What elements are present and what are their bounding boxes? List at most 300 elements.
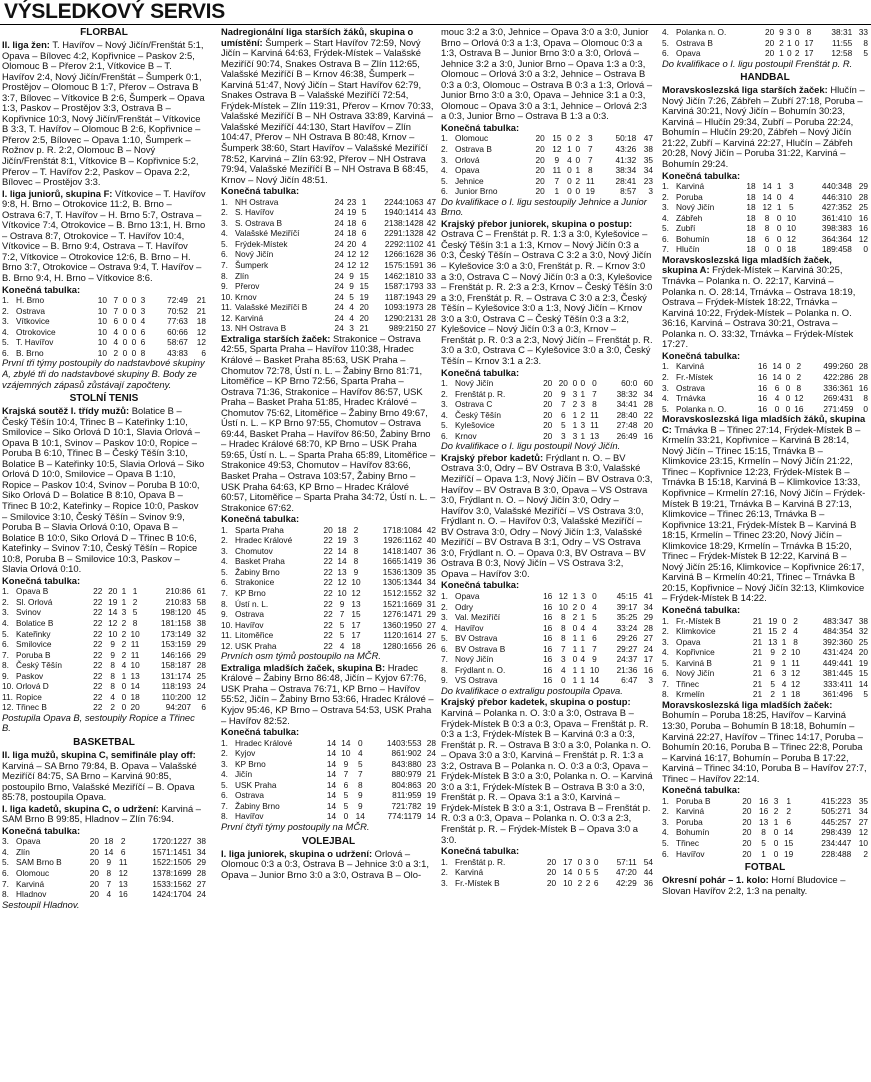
stat-cell: 6 (120, 846, 126, 857)
team-cell: Ropice (16, 691, 42, 702)
stat-cell: 22 (93, 670, 103, 681)
table-row (221, 281, 436, 292)
stat-cell: 1 (575, 165, 581, 176)
team-cell: Karviná (676, 361, 705, 372)
table-row (662, 838, 868, 849)
stat-cell: 2 (796, 361, 802, 372)
stat-cell: 12. (2, 702, 14, 713)
table-row (662, 658, 868, 669)
stat-cell: 9 (339, 598, 345, 609)
stat-cell: 22 (323, 535, 333, 546)
competition-name: I. liga kadetů, skupina C, o udržení: (2, 802, 159, 814)
stat-cell: 16 (757, 361, 768, 372)
stat-cell: 14 (337, 556, 347, 567)
standings-table (221, 525, 436, 652)
stat-cell: 4 (592, 601, 597, 612)
stat-cell: 18 (346, 228, 357, 239)
team-cell: Český Těšín (16, 660, 62, 671)
stat-cell: 0 (774, 403, 780, 414)
stat-cell: 7 (106, 878, 112, 889)
stat-cell: 22 (93, 628, 103, 639)
table-row (441, 857, 653, 868)
stat-cell: 14 (341, 737, 351, 748)
stat-cell: 18 (746, 202, 756, 213)
team-cell: Ústí n. L. (235, 598, 269, 609)
team-cell: Třinec B (16, 702, 47, 713)
table-row (662, 817, 868, 828)
stat-cell: 1522:1505 (152, 857, 192, 868)
table-row (2, 857, 206, 868)
stat-cell: 1. (662, 181, 669, 192)
stat-cell: 24 (334, 281, 344, 292)
stat-cell: 0 (785, 393, 791, 404)
stat-cell: 18 (746, 212, 756, 223)
stat-cell: 6 (764, 233, 770, 244)
stat-cell: 38:34 (615, 165, 637, 176)
stat-cell: 0 (776, 212, 782, 223)
team-cell: Chomutov (235, 545, 273, 556)
stat-cell: 20 (546, 867, 557, 878)
team-cell: H. Brno (16, 295, 45, 306)
stat-cell: 0 (773, 827, 779, 838)
table-title: Konečná tabulka: (221, 513, 300, 525)
stat-cell: 1 (572, 590, 578, 601)
stat-cell: 60:66 (167, 326, 188, 337)
stat-cell: 22 (93, 681, 103, 692)
stat-cell: 1. (441, 378, 448, 389)
results-paragraph (221, 27, 436, 185)
table-row (221, 239, 436, 250)
stat-cell: 21 (752, 626, 763, 637)
stat-cell: 16 (758, 806, 769, 817)
stat-cell: 10 (97, 316, 107, 327)
table-row (662, 806, 868, 817)
stat-cell: 1424:1704 (152, 889, 192, 900)
stat-cell: 9. (441, 675, 448, 686)
stat-cell: 4. (441, 409, 448, 420)
stat-cell: 880:979 (391, 769, 422, 780)
team-cell: Karviná B (676, 657, 712, 668)
table-title: Konečná tabulka: (2, 283, 81, 295)
stat-cell: 1536:1309 (382, 566, 423, 577)
stat-cell: 1 (773, 816, 779, 827)
title-divider (0, 24, 871, 25)
stat-cell: 57:11 (616, 856, 637, 867)
stat-cell: 12 (346, 249, 357, 260)
stat-cell: 24 (334, 302, 344, 313)
team-cell: USK Praha (235, 779, 277, 790)
stat-cell: 16 (543, 643, 553, 654)
stat-cell: 2. (662, 371, 669, 382)
stat-cell: 8. (441, 664, 448, 675)
stat-cell: 1 (776, 202, 782, 213)
stat-cell: 0 (572, 622, 578, 633)
table-row (221, 556, 436, 567)
stat-cell: 20 (643, 420, 653, 431)
stat-cell: 18 (746, 244, 756, 255)
team-cell: Ostrava C (455, 399, 493, 410)
stat-cell: 445:257 (821, 816, 852, 827)
table-row (2, 618, 206, 629)
stat-cell: 45:15 (616, 590, 638, 601)
table-row (662, 192, 868, 203)
stat-cell: 12 (359, 249, 369, 260)
team-cell: Hladnov (16, 889, 47, 900)
table-row (662, 213, 868, 224)
table-row (441, 665, 653, 676)
stat-cell: 4 (140, 316, 146, 327)
stat-cell: 1120:1614 (383, 630, 423, 641)
stat-cell: 20 (535, 144, 545, 155)
stat-cell: 16 (543, 612, 553, 623)
stat-cell: 10 (786, 212, 796, 223)
stat-cell: 1512:1552 (382, 587, 423, 598)
team-cell: Karviná (16, 878, 45, 889)
stat-cell: 5. (662, 403, 669, 414)
team-cell: Nový Jičín (455, 378, 494, 389)
stat-cell: 1 (580, 430, 586, 441)
table-row (2, 650, 206, 661)
stat-cell: 36 (426, 249, 436, 260)
team-cell: Jehnice (455, 175, 484, 186)
stat-cell: 0 (572, 378, 578, 389)
results-text: Karviná – SA Brno 79:84, B. Opava – Valašské Meziříčí 84:75, SA Brno – Karviná 90:85, postoupilo Brno, Valašské Meziříčí – B. Opava 85:78, postoupila Opava. (2, 759, 197, 803)
stat-cell: 2244:1063 (384, 196, 424, 207)
stat-cell: 422:286 (823, 371, 854, 382)
stat-cell: 1940:1414 (384, 207, 424, 218)
stat-cell: 20 (764, 37, 775, 48)
stat-cell: 20 (323, 524, 333, 535)
table-row (2, 639, 206, 650)
table-row (2, 847, 206, 858)
stat-cell: 32 (196, 628, 206, 639)
team-cell: Žabiny Brno (235, 800, 280, 811)
stat-cell: 29 (426, 609, 436, 620)
stat-cell: 11. (2, 691, 13, 702)
team-cell: Zábřeh (676, 212, 703, 223)
table-row (441, 144, 653, 155)
stat-cell: 8. (221, 598, 228, 609)
stat-cell: 20 (535, 175, 545, 186)
team-cell: Karviná (676, 181, 705, 192)
stat-cell: 27 (643, 633, 653, 644)
stat-cell: 18 (786, 244, 796, 255)
stat-cell: 8 (560, 622, 566, 633)
stat-cell: 0 (121, 681, 127, 692)
stat-cell: 20 (742, 848, 752, 859)
stat-cell: 333:411 (823, 678, 853, 689)
stat-cell: 15 (784, 838, 794, 849)
stat-cell: 2. (441, 867, 448, 878)
stat-cell: 26:49 (616, 430, 638, 441)
stat-cell: 9 (554, 154, 560, 165)
stat-cell: 20 (426, 779, 436, 790)
stat-cell: 6 (593, 877, 599, 888)
stat-cell: 4. (662, 647, 669, 658)
stat-cell: 0 (122, 305, 128, 316)
table-row (221, 801, 436, 812)
stat-cell: 9 (353, 566, 359, 577)
stat-cell: 34 (426, 577, 436, 588)
stat-cell: 9 (560, 388, 566, 399)
stat-cell: 1571:1451 (152, 846, 192, 857)
stat-cell: 32 (858, 626, 868, 637)
stat-cell: 4. (662, 393, 669, 404)
stat-cell: 18 (351, 640, 361, 651)
stat-cell: 0 (773, 848, 779, 859)
competition-name: Okresní pohár – 1. kolo: (662, 874, 769, 886)
table-row (2, 879, 206, 890)
team-cell: Valašské Meziříčí B (235, 302, 308, 313)
stat-cell: 361:410 (821, 212, 852, 223)
stat-cell: 14 (355, 811, 365, 822)
stat-cell: 25 (858, 202, 868, 213)
stat-cell: 18 (104, 836, 114, 847)
stat-cell: 10. (221, 619, 233, 630)
table-row (221, 535, 436, 546)
team-cell: Karviná (455, 867, 484, 878)
stat-cell: 0 (121, 691, 127, 702)
stat-cell: 2 (781, 647, 787, 658)
team-cell: Klimkovice (676, 626, 716, 637)
stat-cell: 21 (196, 305, 206, 316)
team-cell: Poruba (676, 816, 703, 827)
stat-cell: 39:17 (616, 601, 638, 612)
stat-cell: 20 (543, 430, 553, 441)
stat-cell: 14 (130, 681, 140, 692)
stat-cell: 1720:1227 (152, 836, 192, 847)
stat-cell: 4. (441, 622, 448, 633)
stat-cell: 19 (337, 535, 347, 546)
stat-cell: 34 (643, 165, 653, 176)
stat-cell: 16 (543, 590, 553, 601)
stat-cell: 20 (742, 795, 752, 806)
competition-name: Nadregionální liga starších žáků, skupina o umístění: (221, 27, 414, 48)
table-row (221, 197, 436, 208)
stat-cell: 8 (587, 165, 593, 176)
stat-cell: 19 (346, 207, 357, 218)
team-cell: Vítkovice (16, 316, 50, 327)
note-text: První tři týmy postoupily do nadstavbové skupiny A, zbylé tři do nadstavbové skupiny B. Body ze vzájemných zápasů zůstávají započteny. (2, 357, 205, 390)
stat-cell: 60 (643, 378, 653, 389)
stat-cell: 29:26 (616, 633, 638, 644)
stat-cell: 6 (140, 337, 146, 348)
table-row (2, 316, 206, 327)
stat-cell: 21 (752, 678, 763, 689)
standings-table (2, 836, 206, 899)
stat-cell: 22 (93, 607, 103, 618)
standings-table (441, 857, 653, 889)
stat-cell: 3 (121, 607, 127, 618)
stat-cell: 499:260 (823, 361, 854, 372)
table-row (662, 626, 868, 637)
stat-cell: 22 (93, 691, 103, 702)
team-cell: Havířov (455, 622, 484, 633)
stat-cell: 0 (785, 371, 791, 382)
team-cell: Olomouc (16, 868, 50, 879)
team-cell: Polanka n. O. (676, 403, 727, 414)
stat-cell: 24 (426, 748, 436, 759)
stat-cell: 7 (560, 643, 566, 654)
stat-cell: 36 (426, 545, 436, 556)
stat-cell: 361:496 (822, 689, 853, 700)
results-text: Bolatice B – Český Těšín 10:4, Třinec B – Kateřinky 1:10, Smilovice – Siko Orlová D 10:1, Slavia Orlová – Opava B 10:1, Svinov – Paskov 10:0, Ropice – Poruba B 6:10, Třinec B – Český Těšín 3:10, Bolatice B – Kateřinky 10:5, Slavia Orlová – Siko Orlová D 10:0, Smilovice – Opava B 1:10, Ropice – Paskov 10:4, Svinov – Poruba B 10:0, Siko Orlová D – Bolatice B 8:10, Opava B – Třinec B 10:2, Kateřinky – Ropice 10:0, Paskov – Smilovice 3:10, Český Těšín – Svinov 9:9, Poruba B – Slavia Orlová 0:10, Opava B – Bolatice B 10:0, Siko Orlová D – Třinec B 10:6, Kateřinky – Svinov 7:10, Český Těšín – Ropice 10:8, Poruba B – Smilovice 10:3, Paskov – Slavia Orlová 0:10. (2, 405, 205, 575)
stat-cell: 8 (132, 617, 138, 628)
stat-cell: 14 (426, 811, 436, 822)
stat-cell: 43 (426, 207, 436, 218)
team-cell: SAM Brno B (16, 857, 62, 868)
stat-cell: 2 (120, 836, 126, 847)
stat-cell: 0 (575, 186, 581, 197)
stat-cell: 20 (543, 399, 553, 410)
stat-cell: 22 (323, 619, 333, 630)
stat-cell: 4 (349, 312, 354, 323)
stat-cell: 505:271 (821, 806, 852, 817)
competition-name: Extraliga starších žaček: (221, 332, 331, 344)
stat-cell: 3 (572, 388, 578, 399)
note-text: Do kvalifikace o I. ligu sestoupily Jehnice a Junior Brno. (441, 195, 647, 218)
stat-cell: 12 (790, 668, 801, 679)
stat-cell: 42:29 (615, 877, 637, 888)
stat-cell: 17 (643, 654, 653, 665)
table-row (662, 796, 868, 807)
team-cell: Hradec Králové (235, 535, 293, 546)
table-row (221, 609, 436, 620)
stat-cell: 14 (784, 827, 794, 838)
stat-cell: 4. (221, 769, 228, 780)
table-row (662, 234, 868, 245)
stat-cell: 1. (441, 856, 448, 867)
table-row (2, 681, 206, 692)
stat-cell: 33 (426, 281, 436, 292)
team-cell: Zlín (16, 846, 30, 857)
team-cell: Frýdlant n. O. (455, 664, 506, 675)
stat-cell: 1. (662, 615, 669, 626)
stat-cell: 1. (2, 295, 9, 306)
stat-cell: 1. (662, 795, 669, 806)
stat-cell: 17 (804, 37, 814, 48)
results-text: Šumperk – Start Havířov 72:59, Nový Jičín – Karviná 64:63, Frýdek-Místek – Valašské Meziříčí 90:74, Snakes Ostrava B – Zlín 112:65, Valašské Meziříčí B – Krnov 46:38, Šumperk – Karviná 51:47, Nový Jičín – Start Havířov 62:79, Snakes Ostrava B – Valašské Meziříčí 72:54, Frýdek-Místek – Zlín 119:31, Přerov – Krnov 70:33, Valašské Meziříčí B – NH Ostrava 33:89, Karviná – Valašské Meziříčí 44:130, Start Havířov – Zlín 104:47, Přerov – NH Ostrava B 80:48, Krnov – Šumperk 38:60, Start Havířov – Valašské Meziříčí 78:52, Karviná – Zlín 63:92, Přerov – NH Ostrava 79:94, Valašské Meziříčí B – NH Ostrava B 68:45, Krnov – Nový Jičín 48:51. (221, 36, 434, 185)
stat-cell: 22 (323, 630, 333, 641)
stat-cell: 1266:1628 (384, 249, 424, 260)
stat-cell: 24 (643, 643, 653, 654)
stat-cell: 2 (575, 175, 581, 186)
team-cell: BV Ostrava (455, 633, 498, 644)
stat-cell: 20 (742, 806, 752, 817)
stat-cell: 13 (758, 816, 769, 827)
competition-name: Krajský přebor juniorek, skupina o postup: (441, 217, 633, 229)
stat-cell: 14 (772, 371, 782, 382)
table-row (2, 597, 206, 608)
stat-cell: 19 (784, 848, 794, 859)
stat-cell: 14 (104, 846, 114, 857)
stat-cell: 20 (89, 846, 100, 857)
stat-cell: 118:193 (161, 681, 192, 692)
stat-cell: 9. (221, 609, 228, 620)
stat-cell: 20 (742, 838, 752, 849)
standings-table (441, 591, 653, 686)
stat-cell: 28 (196, 660, 206, 671)
stat-cell: 4 (339, 640, 345, 651)
stat-cell: 1. (2, 586, 9, 597)
stat-cell: 16 (794, 403, 804, 414)
stat-cell: 14 (858, 678, 868, 689)
stat-cell: 2 (121, 617, 127, 628)
stat-cell: 15 (359, 270, 369, 281)
team-cell: NH Ostrava B (235, 323, 287, 334)
stat-cell: 10 (589, 664, 600, 675)
table-row (441, 602, 653, 613)
team-cell: S. Havířov (235, 207, 274, 218)
standings-table (2, 586, 206, 713)
stat-cell: 0 (773, 838, 779, 849)
stat-cell: 4. (2, 326, 9, 337)
stat-cell: 22 (93, 639, 103, 650)
team-cell: Český Těšín (455, 409, 501, 420)
stat-cell: 1. (221, 196, 228, 207)
stat-cell: 13 (589, 430, 600, 441)
stat-cell: 2 (585, 877, 591, 888)
stat-cell: 10 (858, 838, 868, 849)
table-row (2, 660, 206, 671)
stat-cell: 804:863 (391, 779, 422, 790)
stat-cell: 6 (592, 633, 597, 644)
stat-cell: 8 (106, 868, 112, 879)
stat-cell: 9 (770, 647, 775, 658)
stat-cell: 8. (2, 660, 9, 671)
stat-cell: 43:83 (167, 347, 188, 358)
stat-cell: 9 (110, 639, 115, 650)
stat-cell: 1093:1973 (384, 302, 424, 313)
stat-cell: 1 (554, 186, 560, 197)
table-row (441, 623, 653, 634)
stat-cell: 38 (196, 617, 206, 628)
stat-cell: 20 (89, 857, 100, 868)
team-cell: Jičín (235, 769, 253, 780)
stat-cell: 0 (785, 382, 791, 393)
stat-cell: 17 (351, 630, 361, 641)
stat-cell: 23 (346, 196, 357, 207)
competition-name: Extraliga mladších žaček, skupina B: (221, 661, 386, 673)
stat-cell: 4. (2, 846, 9, 857)
stat-cell: 5 (863, 689, 868, 700)
stat-cell: 8. (2, 889, 9, 900)
team-cell: Sparta Praha (235, 524, 284, 535)
stat-cell: 2 (779, 37, 784, 48)
stat-cell: 3 (349, 323, 354, 334)
stat-cell: 11 (791, 657, 800, 668)
stat-cell: 1 (786, 37, 792, 48)
stat-cell: 8 (761, 827, 766, 838)
stat-cell: 15 (351, 609, 361, 620)
stat-cell: 40 (426, 535, 436, 546)
stat-cell: 5. (221, 779, 228, 790)
results-text: Orlová – Olomouc 0:3 a 0:3, Ostrava B – Jehnice 3:0 a 3:1, Opava – Junior Brno 3:0 a 3:0, Ostrava B – Olo- (221, 847, 429, 880)
stat-cell: 3 (648, 186, 653, 197)
stat-cell: 38 (196, 836, 206, 847)
stat-cell: 431:424 (822, 647, 853, 658)
stat-cell: 19 (426, 790, 436, 801)
stat-cell: 28 (858, 371, 868, 382)
stat-cell: 2 (572, 399, 578, 410)
results-paragraph (2, 406, 206, 575)
stat-cell: 0 (122, 295, 128, 306)
stat-cell: 2 (796, 371, 802, 382)
stat-cell: 13. (221, 323, 233, 334)
table-row (221, 780, 436, 791)
stat-cell: 28 (858, 361, 868, 372)
stat-cell: 1418:1407 (382, 545, 423, 556)
